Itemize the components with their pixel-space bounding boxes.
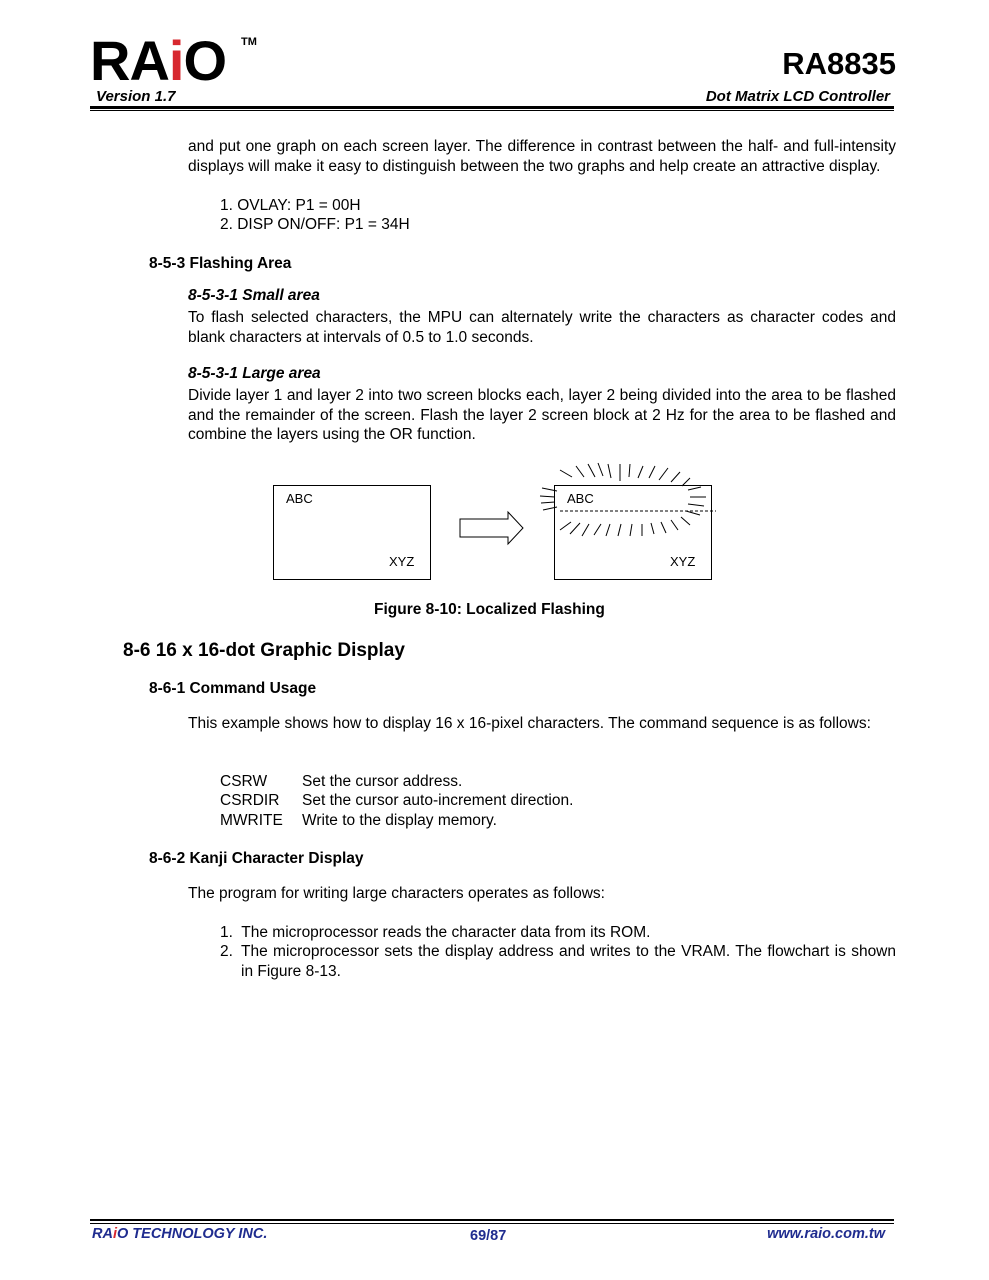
small-area-text: To flash selected characters, the MPU can alternately write the characters as character codes and blank characters at intervals of 0.5 to 1.0 seconds. xyxy=(188,309,896,346)
step-text: The microprocessor reads the character data from its ROM. xyxy=(241,924,651,941)
company-prefix: RA xyxy=(92,1226,113,1242)
intro-paragraph: and put one graph on each screen layer. The difference in contrast between the half- and full-intensity displays will make it easy to distinguish between the two graphs and help create an attractive display. xyxy=(188,138,896,175)
subsection-heading-small-area: 8-5-3-1 Small area xyxy=(188,287,320,304)
page-number: 69/87 xyxy=(470,1228,507,1244)
arrow-right-icon xyxy=(458,510,526,546)
command-desc: Write to the display memory. xyxy=(302,812,497,829)
logo-letter-o: O xyxy=(183,29,227,92)
chip-model: RA8835 xyxy=(782,46,896,81)
screen-before-top-label: ABC xyxy=(286,491,313,506)
list-item: 1. OVLAY: P1 = 00H xyxy=(220,197,361,214)
kanji-intro-text: The program for writing large characters operates as follows: xyxy=(188,885,605,902)
section-heading-8-6-2: 8-6-2 Kanji Character Display xyxy=(149,850,364,867)
section-heading-8-6-1: 8-6-1 Command Usage xyxy=(149,680,317,697)
footer-rule xyxy=(90,1219,894,1221)
doc-version: Version 1.7 xyxy=(96,88,176,105)
command-row xyxy=(220,772,462,792)
footer-website: www.raio.com.tw xyxy=(767,1226,885,1242)
step-text: The microprocessor sets the display address and writes to the VRAM. The flowchart is shown in Figure 8-13. xyxy=(241,943,896,980)
command-desc: Set the cursor address. xyxy=(302,773,463,790)
command-desc: Set the cursor auto-increment direction. xyxy=(302,792,574,809)
raio-logo xyxy=(90,29,227,92)
command-name: CSRDIR xyxy=(220,792,280,809)
section-heading-8-5-3: 8-5-3 Flashing Area xyxy=(149,255,292,272)
section-heading-8-6: 8-6 16 x 16-dot Graphic Display xyxy=(123,640,405,661)
trademark: TM xyxy=(241,36,257,48)
doc-subtitle: Dot Matrix LCD Controller xyxy=(705,88,890,105)
step-number: 2. xyxy=(220,943,233,960)
large-area-text: Divide layer 1 and layer 2 into two screen blocks each, layer 2 being divided into the area to be flashed and the remainder of the screen. Flash the layer 2 screen block at 2 Hz for the area to be flashed and combine the layers using the OR function. xyxy=(188,387,896,443)
command-row xyxy=(220,811,497,831)
header-rule-thin xyxy=(90,110,894,111)
screen-before-bottom-label: XYZ xyxy=(389,554,415,569)
figure-caption: Figure 8-10: Localized Flashing xyxy=(374,601,605,618)
command-name: CSRW xyxy=(220,773,268,790)
footer-rule-thin xyxy=(90,1223,894,1224)
step-item xyxy=(220,923,650,943)
logo-letter-i: i xyxy=(168,29,184,92)
screen-after-bottom-label: XYZ xyxy=(670,554,696,569)
logo-letter-r: R xyxy=(90,29,130,92)
logo-letter-a: A xyxy=(129,29,169,92)
list-item: 2. DISP ON/OFF: P1 = 34H xyxy=(220,216,410,233)
company-suffix: O TECHNOLOGY INC. xyxy=(116,1226,268,1242)
step-number: 1. xyxy=(220,924,233,941)
subsection-heading-large-area: 8-5-3-1 Large area xyxy=(188,365,321,382)
screen-after-top-label: ABC xyxy=(567,491,594,506)
company-i: i xyxy=(112,1226,117,1242)
command-usage-text: This example shows how to display 16 x 16-pixel characters. The command sequence is as follows: xyxy=(188,715,871,732)
step-item xyxy=(220,942,896,981)
command-row xyxy=(220,791,573,811)
header-rule xyxy=(90,106,894,109)
footer-company xyxy=(92,1226,267,1242)
command-name: MWRITE xyxy=(220,812,283,829)
